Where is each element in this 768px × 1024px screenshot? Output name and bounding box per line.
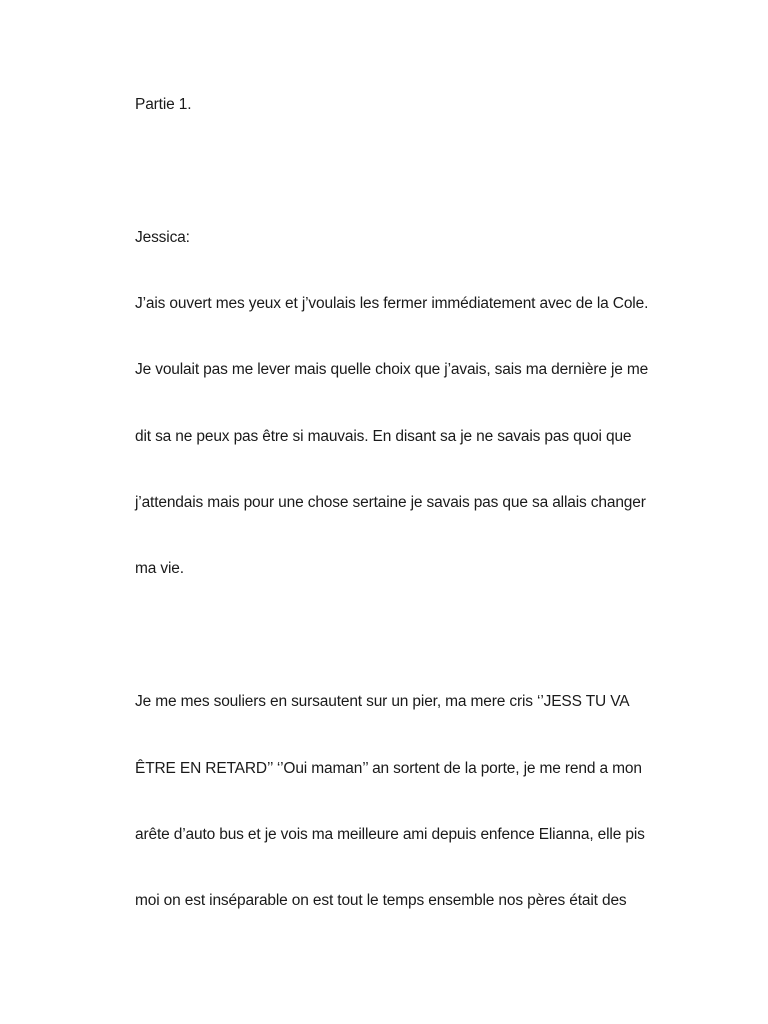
part-heading: Partie 1. xyxy=(135,96,192,113)
paragraph-1-line-2: Je voulait pas me lever mais quelle choix que j’avais, sais ma dernière je me xyxy=(135,361,649,378)
paragraph-2-line-3: arête d’auto bus et je vois ma meilleure ami depuis enfence Elianna, elle pis xyxy=(135,826,645,843)
paragraph-1-line-1: J’ais ouvert mes yeux et j’voulais les fermer immédiatement avec de la Cole. xyxy=(135,295,649,312)
paragraph-1-line-4: j’attendais mais pour une chose sertaine je savais pas que sa allais changer xyxy=(135,494,646,511)
speaker-label: Jessica: xyxy=(135,229,190,246)
paragraph-2-line-2: ÊTRE EN RETARD’’ ‘’Oui maman’’ an sortent de la porte, je me rend a mon xyxy=(135,760,642,777)
paragraph-1-line-3: dit sa ne peux pas être si mauvais. En disant sa je ne savais pas quoi que xyxy=(135,428,632,445)
paragraph-2-line-4: moi on est inséparable on est tout le temps ensemble nos pères était des xyxy=(135,892,627,909)
paragraph-2-line-1: Je me mes souliers en sursautent sur un pier, ma mere cris ‘’JESS TU VA xyxy=(135,693,630,710)
paragraph-1-line-5: ma vie. xyxy=(135,560,184,577)
